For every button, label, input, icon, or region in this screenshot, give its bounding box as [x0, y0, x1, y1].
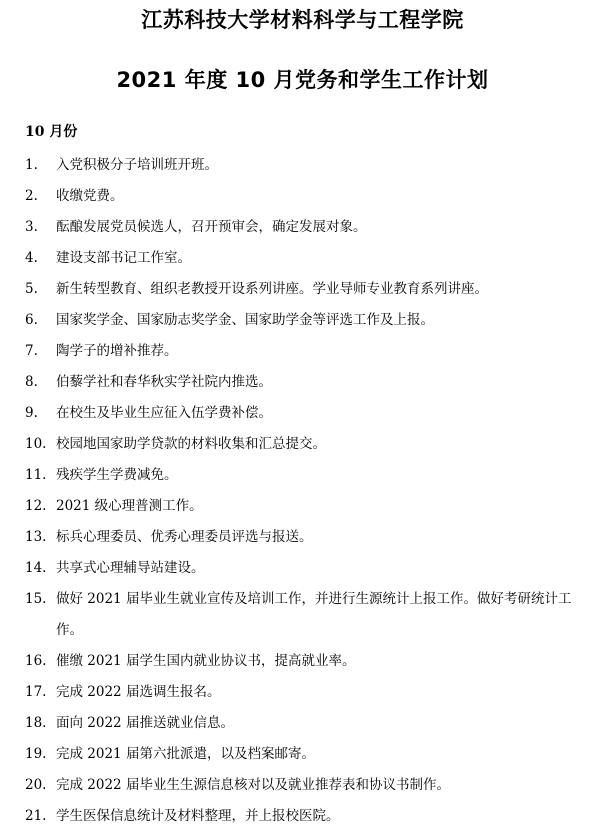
plan-item-text: 完成 2021 届第六批派遣，以及档案邮寄。	[56, 746, 315, 762]
plan-item-number: 3.	[25, 219, 38, 235]
plan-item	[25, 243, 595, 274]
plan-item-text: 国家奖学金、国家励志奖学金、国家助学金等评选工作及上报。	[56, 312, 434, 328]
plan-item	[25, 677, 595, 708]
plan-item	[25, 150, 595, 181]
document-title-plan: 2021 年度 10 月党务和学生工作计划	[116, 68, 489, 92]
plan-item	[25, 429, 595, 460]
plan-item-number: 5.	[25, 281, 38, 297]
plan-item-number: 13.	[25, 529, 47, 545]
plan-item-number: 15.	[25, 591, 47, 607]
plan-item-number: 7.	[25, 343, 38, 359]
plan-item-number: 18.	[25, 715, 47, 731]
plan-item	[25, 274, 595, 305]
plan-item-text: 酝酿发展党员候选人，召开预审会，确定发展对象。	[56, 219, 367, 235]
plan-item-text: 完成 2022 届选调生报名。	[56, 684, 221, 700]
plan-item-number: 8.	[25, 374, 38, 390]
plan-item	[25, 801, 595, 832]
plan-item-text: 面向 2022 届推送就业信息。	[56, 715, 234, 731]
plan-item-number: 1.	[25, 157, 38, 173]
plan-item-text: 标兵心理委员、优秀心理委员评选与报送。	[56, 529, 313, 545]
plan-item-text: 建设支部书记工作室。	[56, 250, 191, 266]
plan-item	[25, 181, 595, 212]
plan-item-number: 4.	[25, 250, 38, 266]
plan-item-text: 催缴 2021 届学生国内就业协议书，提高就业率。	[56, 653, 356, 669]
plan-item-number: 2.	[25, 188, 38, 204]
plan-item-text: 在校生及毕业生应征入伍学费补偿。	[56, 405, 272, 421]
plan-item-text: 完成 2022 届毕业生生源信息核对以及就业推荐表和协议书制作。	[56, 777, 450, 793]
plan-item-text: 2021 级心理普测工作。	[56, 498, 203, 514]
plan-item-text: 共享式心理辅导站建设。	[56, 560, 205, 576]
plan-item-list	[25, 150, 595, 832]
plan-item	[25, 336, 595, 367]
plan-item-text: 新生转型教育、组织老教授开设系列讲座。学业导师专业教育系列讲座。	[56, 281, 488, 297]
plan-item-text: 陶学子的增补推荐。	[56, 343, 178, 359]
plan-item-text: 入党积极分子培训班开班。	[56, 157, 218, 173]
plan-item-text: 残疾学生学费减免。	[56, 467, 178, 483]
plan-item-number: 17.	[25, 684, 47, 700]
plan-item-number: 11.	[25, 467, 47, 483]
plan-item	[25, 305, 595, 336]
plan-item-number: 6.	[25, 312, 38, 328]
plan-item	[25, 212, 595, 243]
month-heading: 10 月份	[25, 124, 78, 140]
plan-item	[25, 553, 595, 584]
plan-item	[25, 491, 595, 522]
plan-item	[25, 646, 595, 677]
plan-item-number: 10.	[25, 436, 47, 452]
plan-item-text: 伯藜学社和春华秋实学社院内推选。	[56, 374, 272, 390]
plan-item-number: 16.	[25, 653, 47, 669]
plan-item	[25, 770, 595, 801]
plan-item-text: 做好 2021 届毕业生就业宣传及培训工作，并进行生源统计上报工作。做好考研统计工作。	[56, 591, 572, 638]
plan-item	[25, 367, 595, 398]
plan-item-number: 9.	[25, 405, 38, 421]
plan-item	[25, 522, 595, 553]
plan-item	[25, 460, 595, 491]
plan-item-number: 20.	[25, 777, 47, 793]
document-title-school: 江苏科技大学材料科学与工程学院	[141, 8, 464, 32]
plan-item	[25, 398, 595, 429]
plan-item-number: 14.	[25, 560, 47, 576]
plan-item-text: 校园地国家助学贷款的材料收集和汇总提交。	[56, 436, 326, 452]
plan-item-number: 12.	[25, 498, 47, 514]
plan-item-text: 学生医保信息统计及材料整理，并上报校医院。	[56, 808, 340, 824]
plan-item	[25, 708, 595, 739]
plan-item-number: 21.	[25, 808, 47, 824]
plan-item	[25, 584, 595, 646]
plan-item	[25, 739, 595, 770]
plan-item-text: 收缴党费。	[56, 188, 124, 204]
plan-item-number: 19.	[25, 746, 47, 762]
